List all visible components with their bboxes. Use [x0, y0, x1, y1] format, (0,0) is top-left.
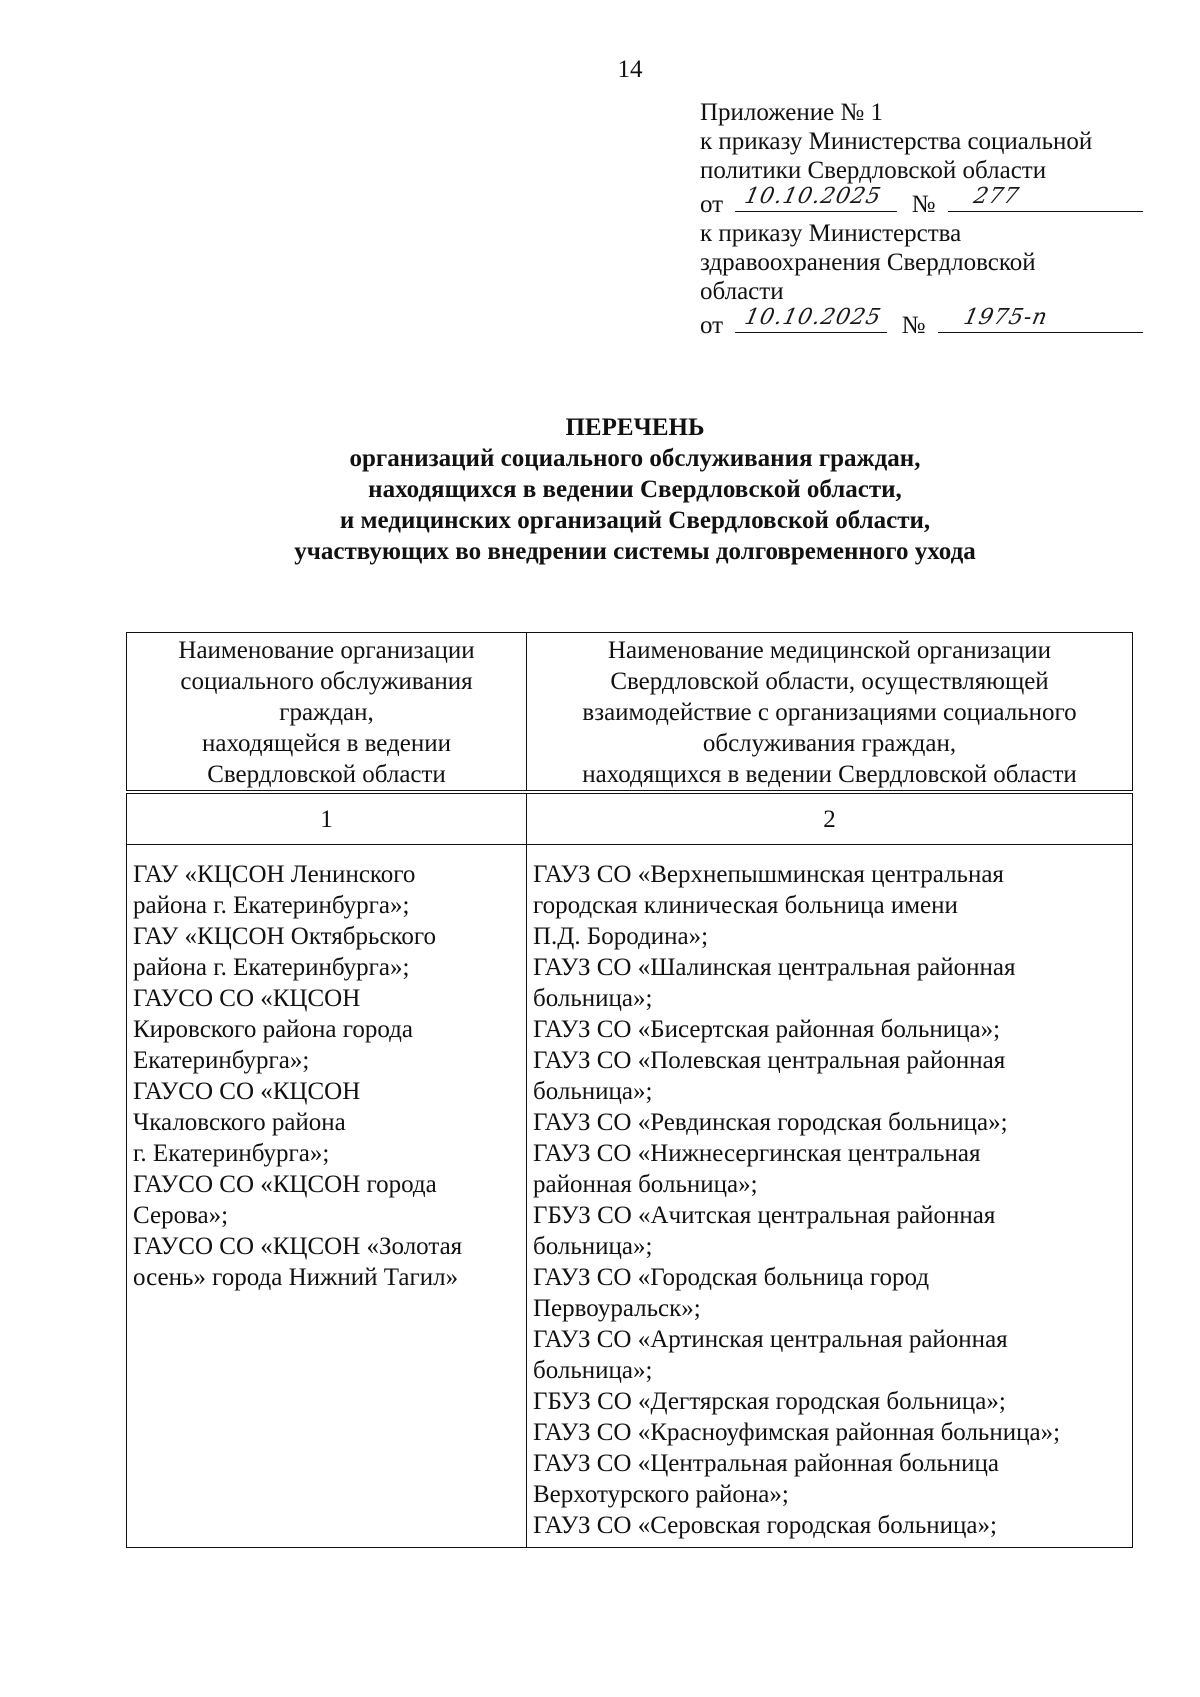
order1-prefix: от	[700, 191, 724, 218]
header-line: Наименование медицинской организации	[607, 637, 1052, 664]
column-number-row	[127, 792, 1133, 845]
order1-number-handwritten: 277	[971, 184, 1022, 209]
appendix-line: Приложение № 1	[700, 99, 884, 126]
organizations-table	[126, 632, 1133, 1548]
header-social-org	[127, 633, 527, 793]
list-item: ГАУСО СО «КЦСОН	[133, 985, 361, 1012]
order2-number-label: №	[901, 312, 926, 339]
column-number: 1	[127, 792, 527, 845]
header-line: обслуживания граждан,	[702, 730, 957, 757]
page-number: 14	[617, 56, 643, 83]
list-item: больница»;	[533, 985, 653, 1012]
header-line: Свердловской области, осуществляющей	[610, 668, 1049, 695]
list-item: больница»;	[533, 1233, 653, 1260]
list-item: ГАУЗ СО «Нижнесергинская центральная	[533, 1140, 981, 1167]
list-item: Екатеринбурга»;	[133, 1047, 310, 1074]
list-item: г. Екатеринбурга»;	[133, 1140, 330, 1167]
order1-date-handwritten: 10.10.2025	[742, 184, 884, 209]
order2-number-handwritten: 1975-п	[961, 305, 1050, 330]
list-item: больница»;	[533, 1078, 653, 1105]
order2-number-field	[938, 306, 1143, 333]
header-line: социального обслуживания	[180, 668, 473, 695]
document-title	[0, 412, 1200, 567]
table-body-row	[127, 845, 1133, 1548]
list-item: ГАУ «КЦСОН Октябрьского	[133, 923, 436, 950]
list-item: ГБУЗ СО «Ачитская центральная районная	[533, 1202, 996, 1229]
appendix-line: к приказу Министерства	[700, 220, 962, 247]
list-item: ГАУСО СО «КЦСОН	[133, 1078, 361, 1105]
header-line: находящихся в ведении Свердловской области	[582, 761, 1077, 788]
order1-number-label: №	[911, 191, 936, 218]
list-item: ГАУЗ СО «Шалинская центральная районная	[533, 954, 1016, 981]
list-item: больница»;	[533, 1357, 653, 1384]
list-item: районная больница»;	[533, 1171, 758, 1198]
order1-row	[700, 185, 1140, 219]
title-line: участвующих во внедрении системы долговременного ухода	[294, 538, 976, 565]
header-medical-org	[527, 633, 1133, 793]
list-item: ГАУЗ СО «Бисертская районная больница»;	[533, 1016, 1001, 1043]
title-line: организаций социального обслуживания граждан,	[349, 445, 921, 472]
appendix-line: области	[700, 278, 784, 305]
title-line: находящихся в ведении Свердловской области,	[368, 476, 902, 503]
appendix-line: здравоохранения Свердловской	[700, 249, 1036, 276]
list-item: Первоуральск»;	[533, 1295, 701, 1322]
order2-row	[700, 306, 1140, 340]
order2-prefix: от	[700, 312, 724, 339]
list-item: ГАУЗ СО «Артинская центральная районная	[533, 1326, 1008, 1353]
list-item: ГАУЗ СО «Центральная районная больница	[533, 1450, 999, 1477]
list-item: ГАУЗ СО «Ревдинская городская больница»;	[533, 1109, 1008, 1136]
list-item: городская клиническая больница имени	[533, 892, 958, 919]
list-item: ГАУ «КЦСОН Ленинского	[133, 861, 416, 888]
list-item: П.Д. Бородина»;	[533, 923, 709, 950]
order2-date-field	[735, 306, 887, 333]
title-heading: ПЕРЕЧЕНЬ	[565, 414, 705, 441]
list-item: Чкаловского района	[133, 1109, 346, 1136]
appendix-block	[700, 98, 1140, 340]
order2-date-handwritten: 10.10.2025	[742, 305, 884, 330]
list-item: ГБУЗ СО «Дегтярская городская больница»;	[533, 1388, 1006, 1415]
list-item: Верхотурского района»;	[533, 1481, 789, 1508]
header-line: находящейся в ведении	[201, 730, 452, 757]
header-line: граждан,	[279, 699, 374, 726]
order1-number-field	[948, 185, 1143, 212]
list-item: ГАУЗ СО «Полевская центральная районная	[533, 1047, 1006, 1074]
order1-date-field	[735, 185, 897, 212]
list-item: района г. Екатеринбурга»;	[133, 954, 410, 981]
appendix-line: к приказу Министерства социальной	[700, 128, 1093, 155]
list-item: Серова»;	[133, 1202, 229, 1229]
column-number: 2	[527, 792, 1133, 845]
list-item: района г. Екатеринбурга»;	[133, 892, 410, 919]
table-header-row	[127, 633, 1133, 793]
list-item: ГАУЗ СО «Верхнепышминская центральная	[533, 861, 1004, 888]
list-item: ГАУСО СО «КЦСОН города	[133, 1171, 437, 1198]
list-item: ГАУСО СО «КЦСОН «Золотая	[133, 1233, 463, 1260]
title-line: и медицинских организаций Свердловской области,	[339, 507, 931, 534]
list-item: ГАУЗ СО «Красноуфимская районная больница»;	[533, 1419, 1061, 1446]
appendix-line: политики Свердловской области	[700, 157, 1047, 184]
header-line: Наименование организации	[178, 637, 475, 664]
social-orgs-cell	[127, 845, 527, 1548]
medical-orgs-cell	[527, 845, 1133, 1548]
list-item: осень» города Нижний Тагил»	[133, 1264, 459, 1291]
list-item: ГАУЗ СО «Серовская городская больница»;	[533, 1512, 997, 1539]
list-item: ГАУЗ СО «Городская больница город	[533, 1264, 930, 1291]
list-item: Кировского района города	[133, 1016, 413, 1043]
header-line: взаимодействие с организациями социального	[582, 699, 1077, 726]
header-line: Свердловской области	[207, 761, 446, 788]
